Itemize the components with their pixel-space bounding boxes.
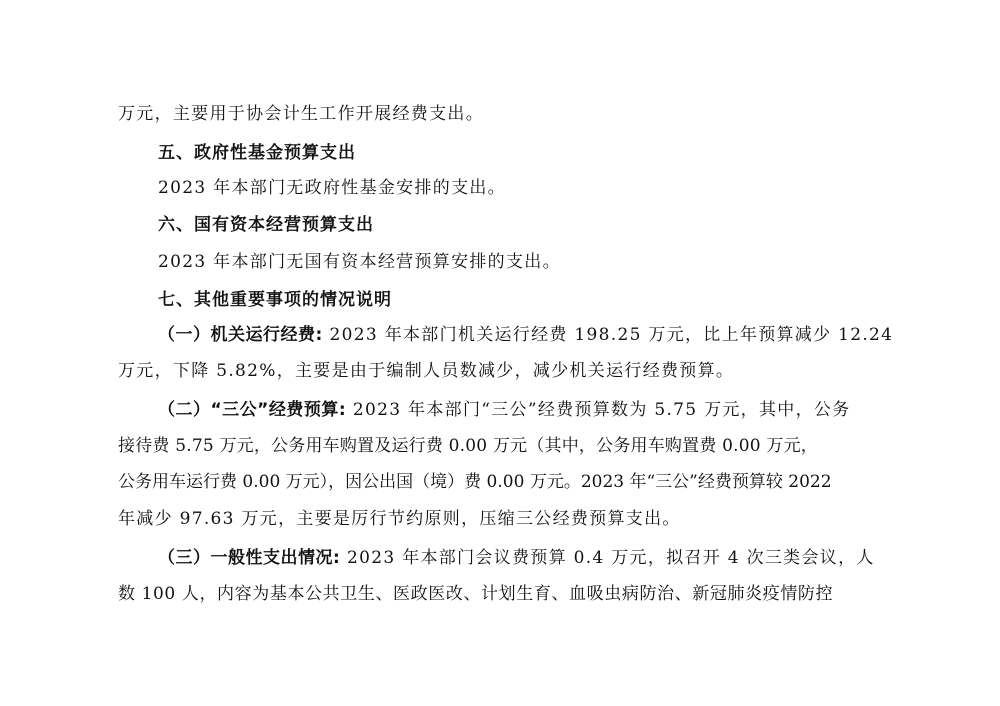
subsection-label-2: （二）“三公”经费预算: [158, 400, 347, 420]
paragraph-text: 2023 年本部门会议费预算 0.4 万元，拟召开 4 次三类会议，人 [347, 548, 875, 568]
paragraph-line: 2023 年本部门无政府性基金安排的支出。 [158, 178, 506, 198]
subsection-label-3: （三）一般性支出情况: [158, 548, 341, 568]
paragraph-line: 年减少 97.63 万元，主要是厉行节约原则，压缩三公经费预算支出。 [118, 509, 681, 529]
section-heading-6: 六、国有资本经营预算支出 [158, 215, 374, 235]
paragraph-text: 2023 年本部门“三公”经费预算数为 5.75 万元，其中，公务 [352, 400, 851, 420]
paragraph-line: 接待费 5.75 万元，公务用车购置及运行费 0.00 万元（其中，公务用车购置费 0.00 万元， [118, 436, 818, 456]
paragraph-line [158, 398, 888, 422]
paragraph-line: 公务用车运行费 0.00 万元），因公出国（境）费 0.00 万元。2023 年“三公”经费预算较 2022 [118, 472, 832, 492]
paragraph-text: 2023 年本部门机关运行经费 198.25 万元，比上年预算减少 12.24 [329, 325, 894, 345]
paragraph-line: 数 100 人，内容为基本公共卫生、医政医改、计划生育、血吸虫病防治、新冠肺炎疫情防控 [118, 584, 834, 604]
paragraph-line [158, 323, 894, 347]
section-heading-7: 七、其他重要事项的情况说明 [158, 290, 392, 310]
section-heading-5: 五、政府性基金预算支出 [158, 143, 356, 163]
paragraph-line: 万元，下降 5.82%，主要是由于编制人员数减少，减少机关运行经费预算。 [118, 361, 735, 381]
subsection-label-1: （一）机关运行经费: [158, 325, 323, 345]
paragraph-line: 万元，主要用于协会计生工作开展经费支出。 [118, 104, 484, 124]
paragraph-line: 2023 年本部门无国有资本经营预算安排的支出。 [158, 252, 561, 272]
paragraph-line [158, 546, 888, 570]
